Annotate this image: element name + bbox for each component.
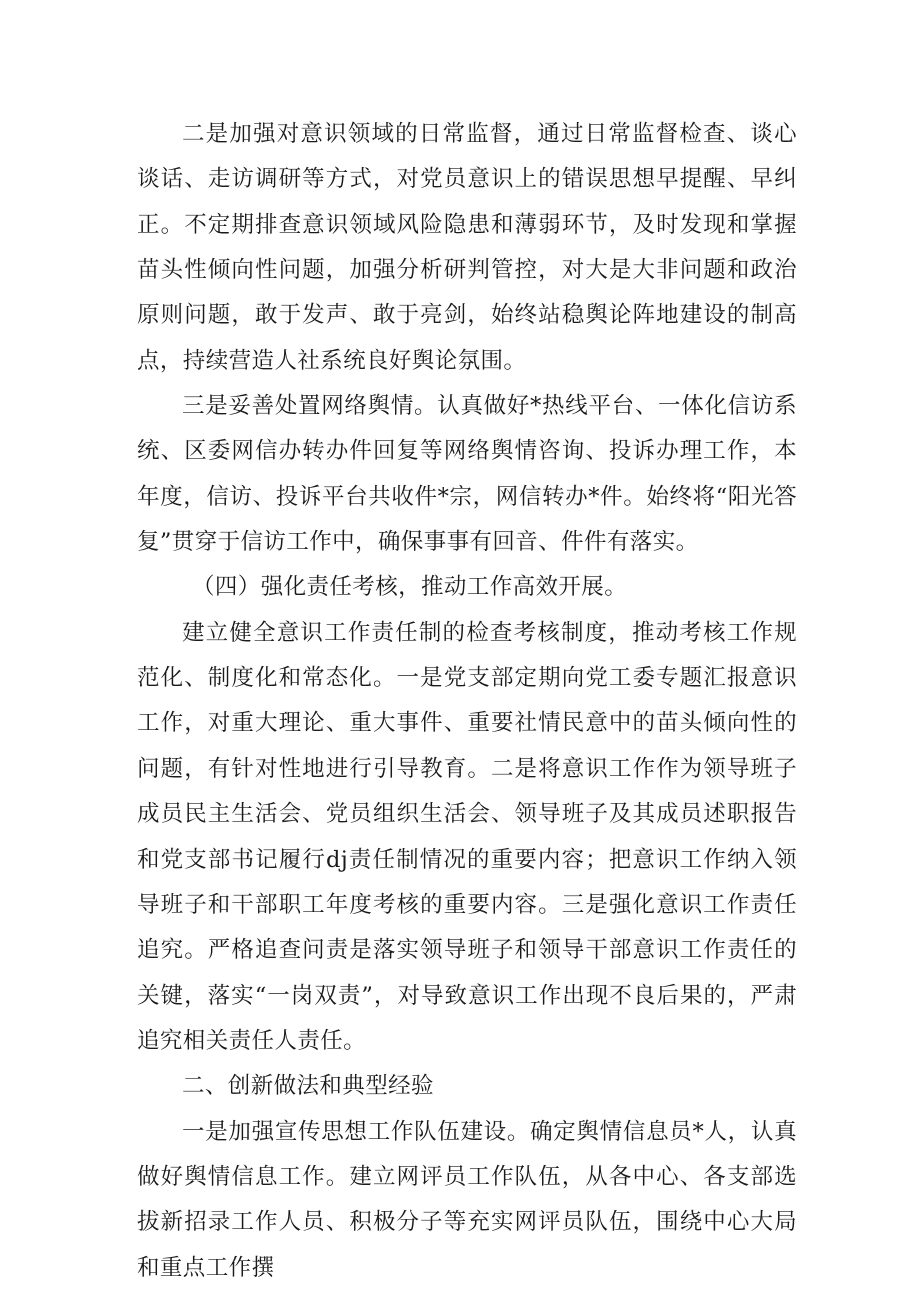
paragraph-team-building: 一是加强宣传思想工作队伍建设。确定舆情信息员*人，认真做好舆情信息工作。建立网评员工作队伍，从各中心、各支部选拔新招录工作人员、积极分子等充实网评员队伍，围绕中心大局和重点工作撰: [137, 1118, 797, 1281]
paragraph-ideology-supervision: 二是加强对意识领域的日常监督，通过日常监督检查、谈心谈话、走访调研等方式，对党员意识上的错误思想早提醒、早纠正。不定期排查意识领域风险隐患和薄弱环节，及时发现和掌握苗头性倾向性问题，加强分析研判管控，对大是大非问题和政治原则问题，敢于发声、敢于亮剑，始终站稳舆论阵地建设的制高点，持续营造人社系统良好舆论氛围。: [137, 121, 797, 374]
section-heading-responsibility-assessment: （四）强化责任考核，推动工作高效开展。: [192, 574, 628, 601]
paragraph-online-opinion: 三是妥善处置网络舆情。认真做好*热线平台、一体化信访系统、区委网信办转办件回复等网络舆情咨询、投诉办理工作，本年度，信访、投诉平台共收件*宗，网信转办*件。始终将“阳光答复”贯穿于信访工作中，确保事事有回音、件件有落实。: [137, 393, 797, 556]
paragraph-responsibility-system: 建立健全意识工作责任制的检查考核制度，推动考核工作规范化、制度化和常态化。一是党支部定期向党工委专题汇报意识工作，对重大理论、重大事件、重要社情民意中的苗头倾向性的问题，有针对性地进行引导教育。二是将意识工作作为领导班子成员民主生活会、党员组织生活会、领导班子及其成员述职报告和党支部书记履行dj责任制情况的重要内容；把意识工作纳入领导班子和干部职工年度考核的重要内容。三是强化意识工作责任追究。严格追查问责是落实领导班子和领导干部意识工作责任的关键，落实“一岗双责”，对导致意识工作出现不良后果的，严肃追究相关责任人责任。: [137, 619, 797, 1054]
document-body: [137, 112, 797, 1291]
section-heading-innovation-experience: 二、创新做法和典型经验: [182, 1073, 434, 1100]
